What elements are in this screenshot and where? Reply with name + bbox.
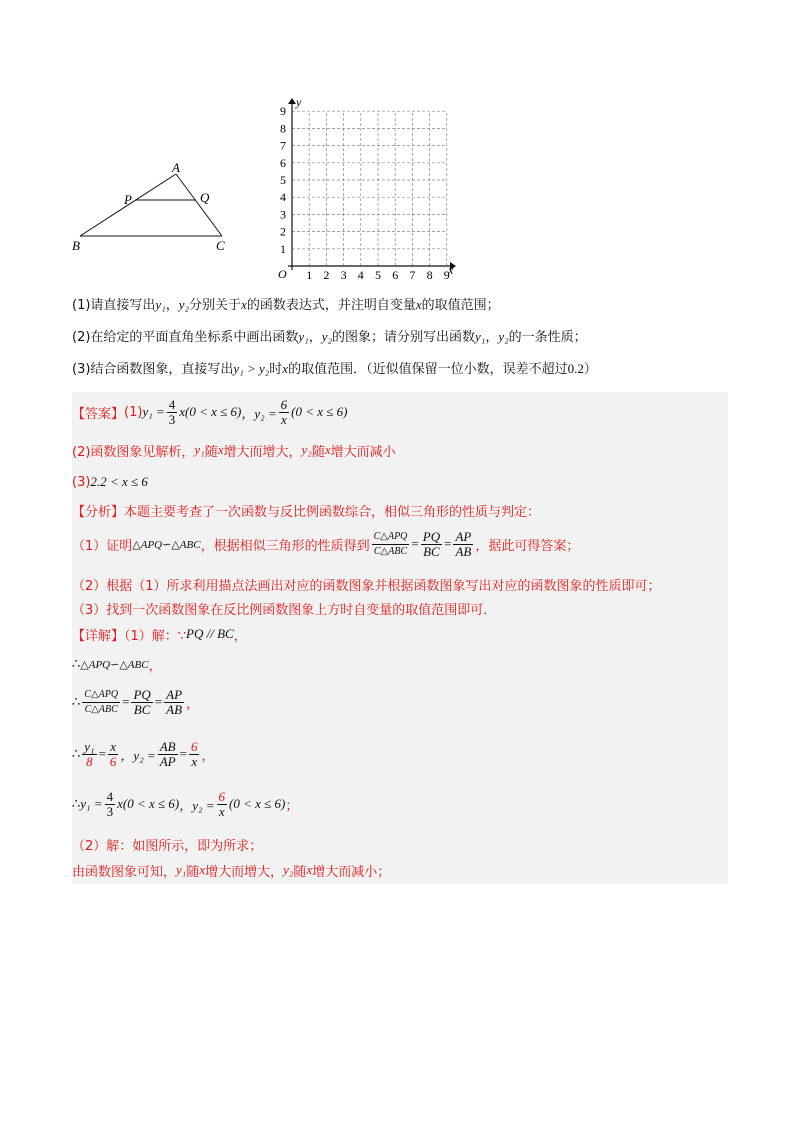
label-p: P <box>124 192 132 207</box>
frac-num: 6 <box>218 788 226 804</box>
y-tick-label: 9 <box>280 104 286 119</box>
detail-s4-frac-4-3 <box>105 790 116 819</box>
q2-prefix: (2)在给定的平面直角坐标系中画出函数 <box>72 330 299 345</box>
detail-frac-c <box>82 688 120 717</box>
answer-1-y2: ，y₂ = <box>241 405 277 421</box>
answer-2-y1: y₁ <box>194 442 205 457</box>
x-tick-label: 2 <box>323 268 330 280</box>
analysis-1-frac-pq <box>421 530 442 559</box>
q1-x: x <box>241 297 247 312</box>
y-axis-label: y <box>296 95 302 109</box>
frac-num: C△APQ <box>82 688 120 703</box>
analysis-1-prefix: （1）证明 <box>72 538 133 554</box>
frac-num: 6 <box>190 738 198 754</box>
x-tick-label: 9 <box>443 268 450 280</box>
answer-3-range: 2.2 < x ≤ 6 <box>90 474 148 489</box>
frac-den: 6 <box>109 753 117 769</box>
frac-den: AP <box>159 753 176 769</box>
analysis-1-frac-c <box>372 530 410 559</box>
label-q: Q <box>200 190 210 205</box>
q3-mid: 时 <box>269 362 283 377</box>
detail-s2-eq2: = <box>154 694 163 709</box>
frac-den: BC <box>133 701 151 717</box>
detail-p3-prefix: 由函数图象可知， <box>72 864 177 880</box>
y-tick-label: 4 <box>280 190 286 205</box>
answer-2-prefix: (2)函数图象见解析， <box>72 444 195 460</box>
frac-den: C△ABC <box>373 545 408 557</box>
q2-y2: y₂ <box>321 329 333 344</box>
coordinate-grid <box>270 94 460 280</box>
origin-label: O <box>278 267 287 280</box>
q1-sep: ， <box>165 298 179 313</box>
q2-y1: y₁ <box>298 329 309 344</box>
question-3 <box>72 360 597 379</box>
detail-frac-ab-ap <box>158 740 178 769</box>
detail-p3-t1: 随 <box>186 864 200 880</box>
detail-s2-eq1: = <box>122 694 130 709</box>
detail-s3-eq2: = <box>179 746 187 761</box>
detail-line-3 <box>72 684 199 720</box>
detail-therefore-4: ∴ <box>72 796 81 812</box>
analysis-2-text: （2）根据（1）所求利用描点法画出对应的函数图象并根据函数图象写出对应的函数图象的性质即可； <box>72 578 661 594</box>
detail-tag: 【详解】（1）解：∵ <box>72 628 187 644</box>
detail-therefore-3: ∴ <box>72 746 81 762</box>
answer-1-range-1: x(0 < x ≤ 6) <box>179 404 242 419</box>
detail-p3-y1: y₁ <box>176 862 187 877</box>
detail-p2-text: （2）解：如图所示，即为所求； <box>72 838 263 854</box>
analysis-tag: 【分析】本题主要考查了一次函数与反比例函数综合，相似三角形的性质与判定： <box>72 504 541 520</box>
x-axis-label: x <box>448 263 454 277</box>
triangle-figure <box>66 160 246 256</box>
analysis-3-text: （3）找到一次函数图象在反比例函数图象上方时自变量的取值范围即可． <box>72 602 497 618</box>
x-tick-label: 7 <box>409 268 416 280</box>
label-b: B <box>72 238 80 253</box>
analysis-line-1 <box>72 526 579 562</box>
detail-line-2 <box>72 654 162 674</box>
q1-mid2: 的函数表达式，并注明自变量 <box>246 298 416 313</box>
q2-mid: 的图象；请分别写出函数 <box>332 330 476 345</box>
detail-line-4 <box>72 736 214 772</box>
detail-frac-x-6 <box>108 740 119 769</box>
detail-line-1 <box>72 624 247 644</box>
question-2 <box>72 328 587 347</box>
detail-s4-y1: y₁ = <box>80 796 103 811</box>
frac-num: 4 <box>106 788 114 804</box>
frac-num: AB <box>159 738 176 754</box>
frac-den: AB <box>166 701 183 717</box>
analysis-line-3 <box>72 598 496 618</box>
detail-line-5 <box>72 786 298 822</box>
q1-mid: 分别关于 <box>189 298 242 313</box>
q2-sep: ， <box>308 330 322 345</box>
analysis-heading <box>72 500 540 520</box>
triangle-side-ac <box>176 174 222 236</box>
frac-den: x <box>191 753 198 769</box>
x-tick-label: 8 <box>426 268 433 280</box>
q3-x: x <box>282 361 289 376</box>
q3-prefix: (3)结合函数图象，直接写出 <box>72 362 234 377</box>
detail-therefore-2: ∴ <box>72 694 81 710</box>
answer-2-y2: y₂ <box>301 442 312 457</box>
frac-num: PQ <box>422 528 441 544</box>
detail-p3-x1: x <box>199 862 206 877</box>
q2-y2b: y₂ <box>498 329 509 344</box>
detail-p3-t3: 随 <box>293 864 307 880</box>
detail-s3-eq1: = <box>98 746 106 761</box>
q1-prefix: (1)请直接写出 <box>72 298 156 313</box>
question-1 <box>72 296 500 315</box>
y-tick-label: 3 <box>280 207 286 222</box>
detail-p3-t4: 增大而减小； <box>312 864 391 880</box>
detail-s4-range-2: (0 < x ≤ 6) <box>229 796 286 811</box>
answer-1-frac-4-3 <box>167 398 178 427</box>
detail-frac-y1-8 <box>82 740 96 769</box>
detail-p3-x2: x <box>306 862 313 877</box>
frac-den: 8 <box>86 753 93 769</box>
answer-2-t1: 随 <box>204 444 218 460</box>
answer-1-range-2: (0 < x ≤ 6) <box>291 404 348 419</box>
detail-line-7 <box>72 860 390 880</box>
answer-2-x2: x <box>324 442 331 457</box>
answer-3-number: (3) <box>72 474 91 490</box>
frac-den: x <box>218 803 225 819</box>
q1-suffix: 的取值范围； <box>421 298 500 313</box>
detail-s2-end: ， <box>186 696 200 712</box>
frac-num: PQ <box>133 686 151 702</box>
q3-err: 0.2 <box>567 361 584 376</box>
detail-frac-6-x <box>189 740 200 769</box>
x-tick-label: 3 <box>340 268 347 280</box>
answer-line-2 <box>72 440 396 460</box>
frac-den: C△ABC <box>84 703 118 715</box>
answer-1-y1: y₁ = <box>142 404 165 419</box>
y-tick-label: 1 <box>280 241 286 256</box>
q1-x2: x <box>415 297 422 312</box>
answer-2-t2: 增大而增大， <box>223 444 302 460</box>
detail-p3-t2: 增大而增大， <box>205 864 284 880</box>
frac-num: AP <box>166 686 183 702</box>
x-tick-label: 5 <box>375 268 381 280</box>
frac-num: 4 <box>168 396 176 412</box>
q1-y2: y₂ <box>178 297 190 312</box>
frac-den: BC <box>423 543 440 559</box>
q2-suffix: 的一条性质； <box>508 330 587 345</box>
analysis-1-eq1: = <box>411 536 419 551</box>
detail-s4-y2: ，y₂ = <box>179 797 215 813</box>
detail-s4-range-1: x(0 < x ≤ 6) <box>117 796 180 811</box>
analysis-line-2 <box>72 574 661 594</box>
y-axis-arrow <box>288 98 296 104</box>
analysis-1-end: ，据此可得答案； <box>475 538 580 554</box>
x-tick-label: 6 <box>392 268 399 280</box>
answer-2-x1: x <box>217 442 224 457</box>
frac-num: x <box>110 738 117 754</box>
detail-tag-end: ， <box>233 628 247 644</box>
answer-line-3 <box>72 472 148 492</box>
y-tick-label: 8 <box>280 121 286 136</box>
label-c: C <box>216 238 225 253</box>
answer-1-frac-6-x <box>279 398 290 427</box>
q2-y1b: y₁ <box>475 329 486 344</box>
detail-s1-end: ， <box>148 658 162 674</box>
answer-2-t3: 随 <box>311 444 325 460</box>
detail-parallel: PQ // BC <box>186 626 234 641</box>
answer-line-1 <box>72 396 348 428</box>
analysis-1-eq2: = <box>444 536 452 551</box>
y-tick-label: 5 <box>280 173 286 187</box>
answer-2-t4: 增大而减小 <box>330 444 396 460</box>
frac-den: AB <box>455 543 472 559</box>
q3-suffix: 的取值范围．（近似值保留一位小数，误差不超过 <box>288 362 568 377</box>
frac-num: 6 <box>280 396 288 412</box>
q3-end: ） <box>583 362 597 377</box>
analysis-1-similar: △APQ∽△ABC <box>132 538 201 551</box>
detail-therefore-1: ∴ <box>72 656 81 672</box>
detail-frac-ap <box>164 688 184 717</box>
analysis-1-frac-ap <box>453 530 473 559</box>
detail-s3-end: ， <box>201 748 215 764</box>
y-tick-label: 6 <box>280 155 286 170</box>
detail-frac-pq <box>131 688 152 717</box>
q1-y1: y₁ <box>155 297 166 312</box>
frac-num: AP <box>455 528 472 544</box>
frac-num: y₁ <box>84 738 95 754</box>
detail-similar: △APQ∽△ABC <box>80 658 149 671</box>
frac-den: 3 <box>168 411 176 427</box>
y-tick-label: 2 <box>280 224 286 239</box>
detail-line-6 <box>72 834 262 854</box>
answer-tag: 【答案】 <box>72 406 125 422</box>
detail-p3-y2: y₂ <box>283 862 294 877</box>
x-tick-label: 4 <box>357 268 364 280</box>
y-tick-label: 7 <box>280 138 286 153</box>
detail-s4-end: ； <box>285 798 299 814</box>
frac-den: x <box>281 411 287 427</box>
analysis-1-mid: ，根据相似三角形的性质得到 <box>200 538 370 554</box>
answer-1-number: (1) <box>124 404 143 420</box>
q2-sep2: ， <box>485 330 499 345</box>
q3-cond: y₁ > y₂ <box>233 361 270 376</box>
detail-s4-frac-6-x <box>217 790 228 819</box>
label-a: A <box>172 160 180 175</box>
answer-block <box>72 392 728 884</box>
frac-num: C△APQ <box>372 530 410 545</box>
x-tick-label: 1 <box>306 268 313 280</box>
frac-den: 3 <box>106 803 114 819</box>
detail-s3-mid: ，y₂ = <box>120 747 156 763</box>
